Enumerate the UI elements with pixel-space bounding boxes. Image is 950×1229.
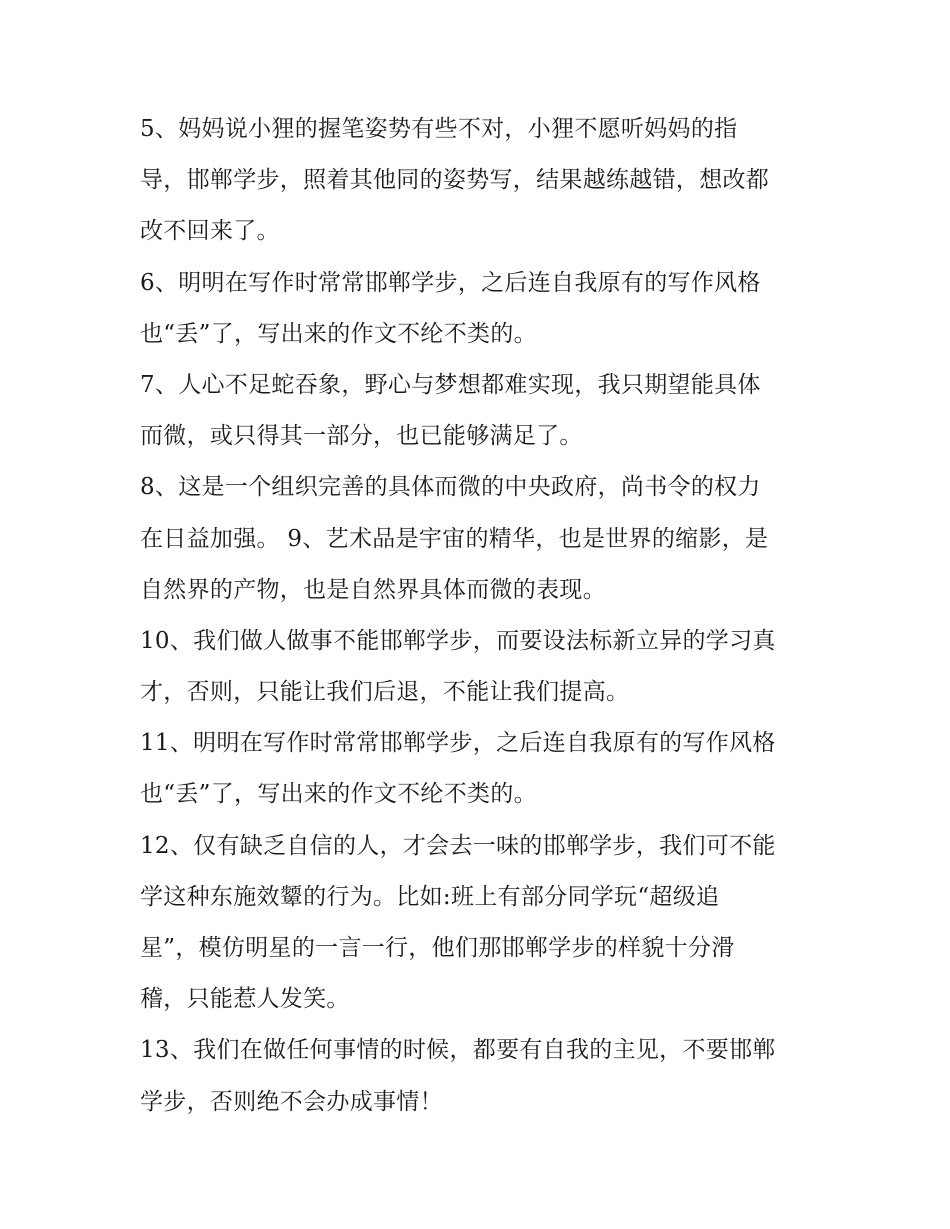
text-line: 5、妈妈说小狸的握笔姿势有些不对，小狸不愿听妈妈的指	[140, 116, 738, 142]
text-line: 11、明明在写作时常常邯郸学步，之后连自我原有的写作风格	[140, 730, 776, 757]
text-line: 8、这是一个组织完善的具体而微的中央政府，尚书令的权力	[140, 474, 761, 501]
text-line: 学步，否则绝不会办成事情！	[140, 1088, 443, 1115]
text-line: 10、我们做人做事不能邯郸学步，而要设法标新立异的学习真	[140, 627, 776, 654]
text-line: 也“丢”了，写出来的作文不纶不类的。	[140, 781, 537, 808]
text-line: 学这种东施效颦的行为。比如:班上有部分同学玩“超级追	[140, 883, 720, 910]
text-line: 导，邯郸学步，照着其他同的姿势写，结果越练越错，想改都	[140, 167, 770, 194]
text-line: 13、我们在做任何事情的时候，都要有自我的主见，不要邯郸	[140, 1037, 776, 1064]
text-line: 也“丢”了，写出来的作文不纶不类的。	[140, 320, 537, 347]
text-line: 12、仅有缺乏自信的人，才会去一味的邯郸学步，我们可不能	[140, 832, 776, 859]
text-line: 星”，模仿明星的一言一行，他们那邯郸学步的样貌十分滑	[140, 935, 735, 961]
text-line: 自然界的产物，也是自然界具体而微的表现。	[140, 576, 606, 603]
text-line: 才，否则，只能让我们后退，不能让我们提高。	[140, 679, 630, 706]
text-line: 在日益加强。 9、艺术品是宇宙的精华，也是世界的缩影，是	[140, 525, 769, 552]
document-body	[140, 104, 830, 1128]
text-line: 稽，只能惹人发笑。	[140, 986, 350, 1013]
text-line: 7、人心不足蛇吞象，野心与梦想都难实现，我只期望能具体	[140, 371, 761, 398]
text-line: 而微，或只得其一部分，也已能够满足了。	[140, 423, 583, 450]
text-line: 改不回来了。	[140, 218, 280, 245]
text-line: 6、明明在写作时常常邯郸学步，之后连自我原有的写作风格	[140, 269, 761, 296]
